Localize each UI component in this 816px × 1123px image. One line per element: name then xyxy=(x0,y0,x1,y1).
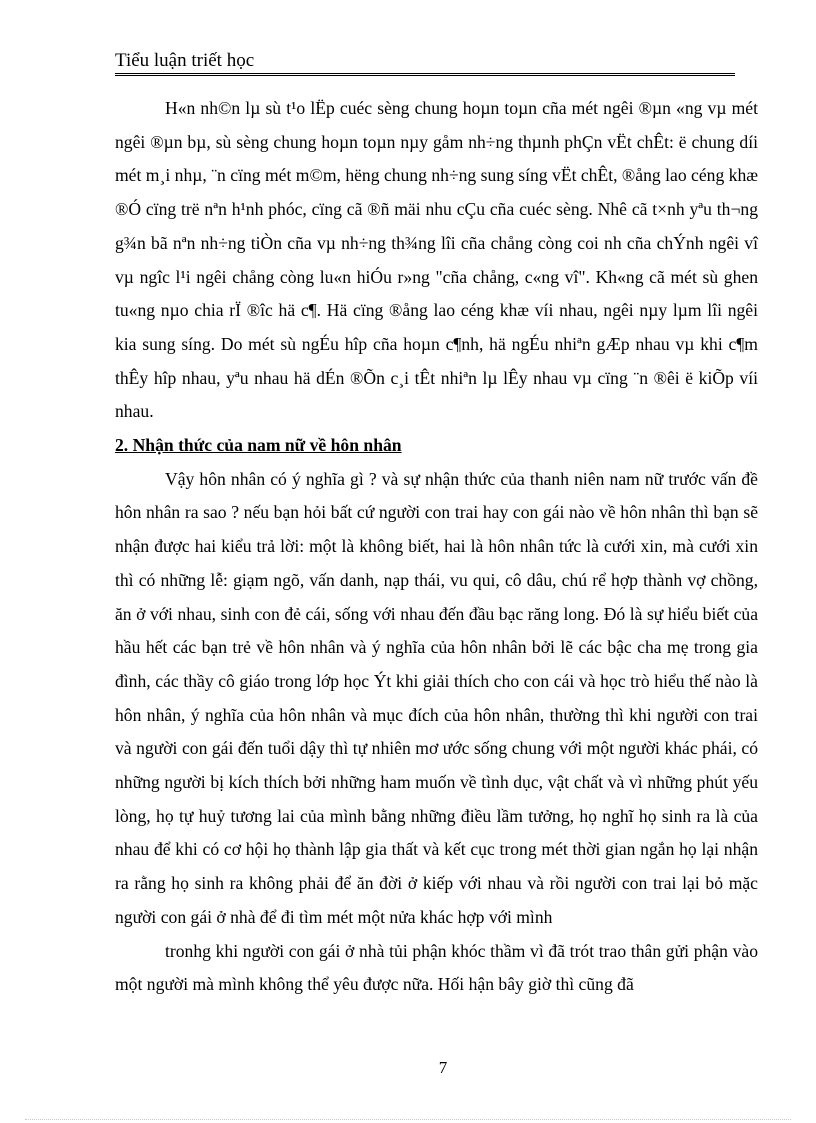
paragraph-marriage-definition: H«n nh©n lµ sù t¹o lËp cuéc sèng chung hoµn toµn cña mét ngêi ®µn «ng vµ mét ngêi ®µn bµ, sù sèng chung hoµn toµn nµy gåm nh÷ng thµnh phÇn vËt chÊt: ë chung díi mét m¸i nhµ, ¨n cïng mét m©m, hëng chung nh÷ng sung síng vËt chÊt, ®ång lao céng khæ ®Ó cïng trë nªn h¹nh phóc, cïng cã ®ñ mäi nhu cÇu cña cuéc sèng. Nhê cã t×nh yªu th¬ng g¾n bã nªn nh÷ng tiÒn cña vµ nh÷ng th¾ng lîi cña chång còng coi nh cña chÝnh ngêi vî vµ ngîc l¹i ngêi chång còng lu«n hiÓu r»ng "cña chång, c«ng vî". Kh«ng cã mét sù ghen tu«ng nµo chia rÏ ®îc hä c¶. Hä cïng ®ång lao céng khæ víi nhau, ngêi nµy lµm lîi ngêi kia sung síng. Do mét sù ngÉu hîp cña hoµn c¶nh, hä ngÉu nhiªn gÆp nhau vµ khi c¶m thÊy hîp nhau, yªu nhau hä dÉn ®Õn c¸i tÊt nhiªn lµ lÊy nhau vµ cïng ¨n ®êi ë kiÕp víi nhau. xyxy=(115,98,758,422)
paragraph-continuation: tronhg khi người con gái ở nhà tủi phận khóc thầm vì đã trót trao thân gửi phận vào một người mà mình không thể yêu được nữa. Hối hận bây giờ thì cũng đã xyxy=(115,940,758,995)
paragraph-youth-perception: Vậy hôn nhân có ý nghĩa gì ? và sự nhận thức của thanh niên nam nữ trước vấn đề hôn nhân ra sao ? nếu bạn hỏi bất cứ người con trai hay con gái nào về hôn nhân thì bạn sẽ nhận được hai kiểu trả lời: một là không biết, hai là hôn nhân tức là cưới xin, mà cưới xin thì có những lễ: giạm ngõ, vấn danh, nạp thái, vu qui, cô dâu, chú rể hợp thành vợ chồng, ăn ở với nhau, sinh con đẻ cái, sống với nhau đến đầu bạc răng long. Đó là sự hiểu biết của hầu hết các bạn trẻ về hôn nhân và ý nghĩa của hôn nhân bởi lẽ các bậc cha mẹ trong gia đình, các thầy cô giáo trong lớp học Ýt khi giải thích cho con cái và học trò hiểu thế nào là hôn nhân, ý nghĩa của hôn nhân và mục đích của hôn nhân, thường thì khi người con trai và người con gái đến tuổi dậy thì tự nhiên mơ ước sống chung với một người khác phái, có những người bị kích thích bởi những ham muốn về tình dục, vật chất và vì những phút yếu lòng, họ tự huỷ tương lai của mình bằng những điều lầm tưởng, họ nghĩ họ sinh ra là của nhau để khi có cơ hội họ thành lập gia thất và kết cục trong mét thời gian ngắn họ lại nhận ra rằng họ sinh ra không phải để ăn đời ở kiếp với nhau và rồi người con trai lại bỏ mặc người con gái ở nhà để đi tìm mét một nửa khác hợp với mình xyxy=(115,468,758,927)
document-header-title: Tiểu luận triết học xyxy=(115,50,255,71)
page-number: 7 xyxy=(438,1058,448,1077)
page-bottom-border xyxy=(25,1119,791,1120)
header-double-rule xyxy=(115,73,735,76)
document-body xyxy=(115,92,758,1002)
section-heading: 2. Nhận thức của nam nữ về hôn nhân xyxy=(115,435,402,456)
